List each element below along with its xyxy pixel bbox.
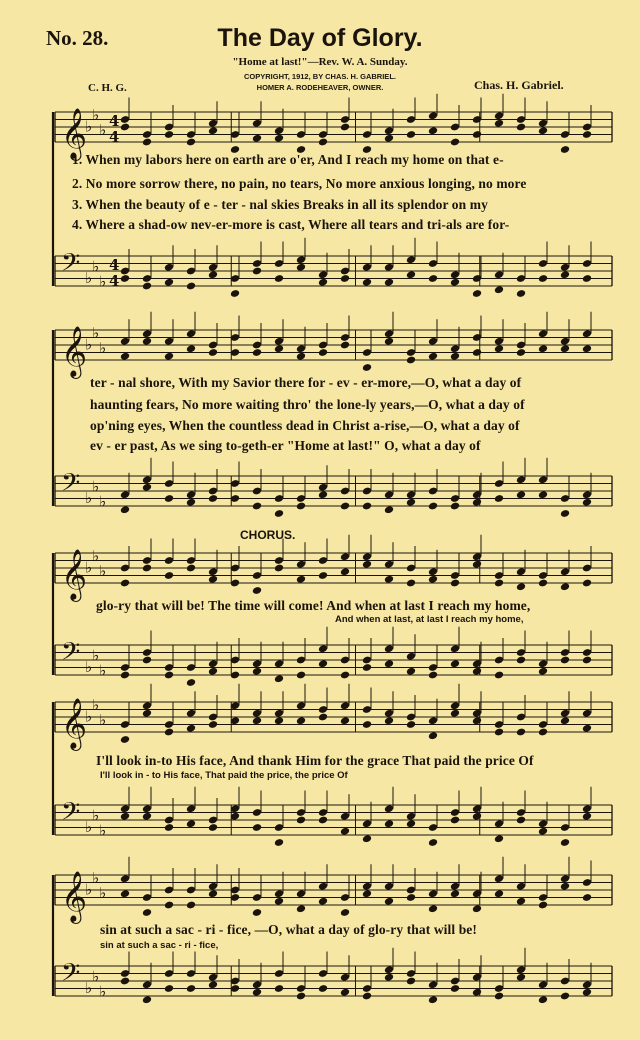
treble-2-note (450, 352, 460, 361)
bass-4-note (450, 816, 460, 825)
treble-1-note (340, 123, 350, 132)
treble-3-note (252, 586, 262, 595)
bass-4-note (252, 823, 262, 832)
treble-3-note (362, 560, 372, 569)
bass-5-note (450, 984, 460, 993)
bass-1-note (296, 263, 306, 272)
bass-4-note (406, 819, 416, 828)
bass-4-note (274, 838, 284, 847)
chorus-line-1: glo-ry that will be! The time will come! And when at last I reach my home, (96, 598, 531, 613)
treble-1-note (120, 123, 130, 132)
copyright-line-1: COPYRIGHT, 1912, BY CHAS. H. GABRIEL. (244, 72, 396, 81)
bass-1-note (318, 278, 328, 287)
treble-4-note (450, 709, 460, 718)
treble-1-note (164, 130, 174, 139)
treble-2-note (384, 337, 394, 346)
bass-5-note (164, 984, 174, 993)
bass-3-note (362, 663, 372, 672)
chorus-line-3-bass: sin at such a sac - ri - fice, (100, 940, 219, 951)
treble-4-note (582, 724, 592, 733)
treble-3-note (208, 575, 218, 584)
treble-clef-icon: 𝄞 (61, 871, 88, 922)
treble-3-note (582, 579, 592, 588)
flat-icon: ♭ (99, 492, 107, 511)
flat-icon: ♭ (85, 268, 93, 287)
time-signature-bottom: 4 (109, 272, 120, 290)
flat-icon: ♭ (85, 657, 93, 676)
treble-5-note (406, 893, 416, 902)
treble-1-note (186, 138, 196, 147)
treble-4-note (538, 728, 548, 737)
bass-5-note (384, 973, 394, 982)
treble-2-note (516, 348, 526, 357)
verse-3-line-1: 3. When the beauty of e - ter - nal skies Breaks in all its splendor on my (72, 197, 488, 212)
treble-5-note (516, 897, 526, 906)
bass-3-note (582, 656, 592, 665)
treble-2-note (582, 344, 592, 353)
flat-icon: ♭ (99, 661, 107, 680)
treble-3-note (340, 567, 350, 576)
treble-2-note (296, 352, 306, 361)
time-signature-top: 4 (109, 256, 120, 274)
bass-1-note (252, 267, 262, 276)
bass-2-note (208, 494, 218, 503)
treble-1-note (406, 130, 416, 139)
bass-3-note (340, 671, 350, 680)
treble-5-note (450, 889, 460, 898)
chorus-line-2: I'll look in-to His face, And thank Him for the grace That paid the price Of (96, 753, 534, 768)
treble-5-note (428, 904, 438, 913)
treble-3-note (472, 560, 482, 569)
chorus-line-2-bass: I'll look in - to His face, That paid the price, the price Of (100, 770, 348, 781)
bass-4-note (582, 812, 592, 821)
flat-icon: ♭ (92, 646, 100, 665)
bass-1-note (186, 282, 196, 291)
bass-1-note (230, 289, 240, 298)
time-signature-bottom: 4 (109, 128, 120, 146)
bass-3-note (186, 678, 196, 687)
treble-3-note (318, 571, 328, 580)
bass-1-note (384, 278, 394, 287)
treble-3-note (428, 575, 438, 584)
flat-icon: ♭ (92, 806, 100, 825)
flat-icon: ♭ (85, 978, 93, 997)
treble-1-note (582, 130, 592, 139)
bass-1-note (450, 278, 460, 287)
bass-clef-icon: 𝄢 (61, 248, 81, 284)
treble-3-note (186, 564, 196, 573)
bass-4-note (186, 819, 196, 828)
treble-2-note (472, 348, 482, 357)
flat-icon: ♭ (92, 696, 100, 714)
bass-1-note (208, 270, 218, 279)
treble-2-note (274, 344, 284, 353)
bass-1-note (494, 285, 504, 294)
time-signature-top: 4 (109, 112, 120, 130)
verse-4-line-1: 4. Where a shad-ow nev-er-more is cast, Where all tears and tri-als are for- (72, 217, 510, 232)
treble-3-note (296, 575, 306, 584)
bass-1-note (472, 289, 482, 298)
bass-2-note (516, 490, 526, 499)
bass-3-note (450, 659, 460, 668)
bass-3-note (208, 667, 218, 676)
bass-4-note (560, 838, 570, 847)
bass-2-note (142, 483, 152, 492)
bass-2-note (186, 498, 196, 507)
bass-5-note (494, 992, 504, 1001)
composer-credit: Chas. H. Gabriel. (474, 78, 564, 92)
flat-icon: ♭ (85, 558, 93, 577)
treble-1-note (318, 138, 328, 147)
treble-4-note (428, 731, 438, 740)
hymn-title: The Day of Glory. (217, 24, 423, 52)
flat-icon: ♭ (99, 121, 107, 139)
treble-1-note (538, 126, 548, 135)
flat-icon: ♭ (92, 477, 100, 496)
bass-2-note (472, 498, 482, 507)
treble-3-note (142, 564, 152, 573)
copyright-line-2: HOMER A. RODEHEAVER, OWNER. (256, 83, 384, 92)
treble-4-note (472, 716, 482, 725)
treble-5-note (274, 897, 284, 906)
bass-3-note (318, 659, 328, 668)
bass-3-note (516, 656, 526, 665)
treble-2-note (318, 348, 328, 357)
verse-2-line-2: haunting fears, No more waiting thro' the lone-ly years,—O, what a day of (90, 397, 525, 412)
treble-3-note (494, 579, 504, 588)
bass-2-note (450, 502, 460, 511)
bass-4-note (494, 834, 504, 843)
treble-4-note (384, 716, 394, 725)
treble-1-note (252, 134, 262, 143)
chorus-line-3: sin at such a sac - ri - fice, —O, what a day of glo-ry that will be! (100, 922, 477, 937)
treble-1-note (274, 134, 284, 143)
treble-3-note (450, 579, 460, 588)
treble-clef-icon: 𝄞 (61, 326, 88, 377)
bass-5-note (208, 980, 218, 989)
treble-clef-icon: 𝄞 (61, 108, 88, 159)
bass-3-note (472, 667, 482, 676)
chorus-line-1-alto: And when at last, at last I reach my home, (335, 614, 524, 625)
treble-4-note (318, 713, 328, 722)
bass-2-note (538, 490, 548, 499)
bass-1-note (582, 274, 592, 283)
bass-4-note (362, 834, 372, 843)
bass-5-note (582, 988, 592, 997)
bass-4-note (164, 823, 174, 832)
bass-4-note (120, 812, 130, 821)
bass-5-note (252, 988, 262, 997)
treble-4-note (252, 716, 262, 725)
bass-5-note (340, 988, 350, 997)
bass-2-note (362, 502, 372, 511)
treble-4-note (516, 728, 526, 737)
treble-2-note (538, 344, 548, 353)
bass-3-note (384, 659, 394, 668)
bass-clef-icon: 𝄢 (61, 958, 81, 994)
flat-icon: ♭ (92, 106, 100, 124)
flat-icon: ♭ (99, 884, 107, 902)
bass-clef-icon: 𝄢 (61, 637, 81, 673)
treble-1-note (450, 138, 460, 147)
bass-5-note (560, 992, 570, 1001)
bass-5-note (296, 992, 306, 1001)
bass-3-note (538, 667, 548, 676)
bass-3-note (274, 674, 284, 683)
treble-5-note (384, 897, 394, 906)
bass-5-note (318, 984, 328, 993)
treble-1-note (428, 126, 438, 135)
flat-icon: ♭ (92, 869, 100, 887)
verse-1-line-1: 1. When my labors here on earth are o'er, And I reach my home on that e- (72, 152, 504, 167)
treble-5-note (120, 889, 130, 898)
treble-2-note (406, 356, 416, 365)
verse-3-line-2: op'ning eyes, When the countless dead in Christ a-rise,—O, what a day of (90, 418, 520, 433)
treble-2-note (186, 344, 196, 353)
treble-5-note (340, 908, 350, 917)
hymn-number: No. 28. (46, 26, 109, 50)
treble-2-note (362, 363, 372, 372)
bass-3-note (296, 671, 306, 680)
lyricist-credit: C. H. G. (88, 82, 127, 94)
bass-3-note (142, 656, 152, 665)
treble-5-note (560, 882, 570, 891)
bass-3-note (164, 671, 174, 680)
flat-icon: ♭ (92, 257, 100, 276)
bass-4-note (208, 823, 218, 832)
treble-5-note (296, 904, 306, 913)
flat-icon: ♭ (85, 488, 93, 507)
bass-1-note (362, 278, 372, 287)
flat-icon: ♭ (85, 817, 93, 836)
treble-1-note (384, 134, 394, 143)
flat-icon: ♭ (85, 117, 93, 136)
bass-4-note (142, 812, 152, 821)
bass-1-note (274, 274, 284, 283)
bass-2-note (384, 505, 394, 514)
treble-4-note (120, 735, 130, 744)
bass-2-note (406, 498, 416, 507)
treble-3-note (164, 571, 174, 580)
treble-2-note (164, 352, 174, 361)
bass-3-note (252, 667, 262, 676)
flat-icon: ♭ (99, 339, 107, 357)
bass-1-note (406, 270, 416, 279)
treble-1-note (472, 130, 482, 139)
treble-3-note (516, 582, 526, 591)
treble-1-note (516, 123, 526, 132)
treble-5-note (252, 908, 262, 917)
treble-4-note (296, 716, 306, 725)
bass-4-note (538, 827, 548, 836)
bass-1-note (516, 289, 526, 298)
bass-2-note (318, 490, 328, 499)
bass-2-note (164, 494, 174, 503)
bass-4-note (516, 816, 526, 825)
flat-icon: ♭ (99, 272, 107, 291)
bass-5-note (362, 992, 372, 1001)
treble-4-note (274, 716, 284, 725)
bass-2-note (120, 505, 130, 514)
treble-4-note (340, 716, 350, 725)
flat-icon: ♭ (85, 707, 93, 726)
treble-4-note (208, 720, 218, 729)
treble-4-note (142, 709, 152, 718)
bass-5-note (516, 973, 526, 982)
bass-5-note (186, 984, 196, 993)
bass-5-note (120, 977, 130, 986)
treble-4-note (186, 724, 196, 733)
treble-2-note (120, 352, 130, 361)
flat-icon: ♭ (85, 880, 93, 899)
treble-4-note (164, 728, 174, 737)
bass-2-note (560, 509, 570, 518)
flat-icon: ♭ (85, 335, 93, 354)
treble-5-note (318, 897, 328, 906)
verse-1-line-2: ter - nal shore, With my Savior there for - ev - er-more,—O, what a day of (90, 375, 522, 390)
bass-1-note (164, 278, 174, 287)
treble-5-note (472, 904, 482, 913)
bass-2-note (296, 502, 306, 511)
bass-1-note (120, 274, 130, 283)
bass-3-note (494, 671, 504, 680)
treble-3-note (120, 579, 130, 588)
treble-2-note (208, 348, 218, 357)
treble-2-note (252, 348, 262, 357)
bass-clef-icon: 𝄢 (61, 468, 81, 504)
treble-4-note (494, 728, 504, 737)
treble-1-note (494, 119, 504, 128)
verse-2-line-1: 2. No more sorrow there, no pain, no tears, No more anxious longing, no more (72, 176, 527, 191)
treble-5-note (208, 889, 218, 898)
treble-clef-icon: 𝄞 (61, 549, 88, 600)
treble-1-note (208, 126, 218, 135)
bass-5-note (274, 984, 284, 993)
treble-4-note (406, 720, 416, 729)
treble-2-note (494, 344, 504, 353)
bass-3-note (428, 671, 438, 680)
bass-3-note (406, 667, 416, 676)
bass-1-note (142, 282, 152, 291)
bass-2-note (428, 502, 438, 511)
chorus-label: CHORUS. (240, 528, 296, 542)
treble-5-note (538, 901, 548, 910)
bass-4-note (318, 816, 328, 825)
flat-icon: ♭ (99, 821, 107, 840)
bass-3-note (120, 671, 130, 680)
bass-1-note (428, 274, 438, 283)
bass-clef-icon: 𝄢 (61, 797, 81, 833)
bass-3-note (560, 656, 570, 665)
treble-4-note (560, 716, 570, 725)
treble-clef-icon: 𝄞 (61, 698, 88, 749)
treble-5-note (164, 901, 174, 910)
treble-2-note (560, 344, 570, 353)
bass-5-note (142, 995, 152, 1004)
treble-3-note (384, 575, 394, 584)
bass-5-note (538, 995, 548, 1004)
treble-1-note (142, 138, 152, 147)
treble-5-note (186, 901, 196, 910)
bass-4-note (340, 827, 350, 836)
bass-4-note (428, 838, 438, 847)
treble-5-note (494, 889, 504, 898)
bass-2-note (274, 509, 284, 518)
treble-3-note (406, 579, 416, 588)
verse-4-line-2: ev - er past, As we sing to-geth-er "Home at last!" O, what a day of (90, 438, 481, 453)
hymn-subtitle: "Home at last!"—Rev. W. A. Sunday. (232, 56, 408, 68)
bass-4-note (296, 816, 306, 825)
bass-2-note (340, 502, 350, 511)
flat-icon: ♭ (99, 982, 107, 1001)
flat-icon: ♭ (99, 711, 107, 729)
bass-5-note (428, 995, 438, 1004)
bass-2-note (582, 498, 592, 507)
flat-icon: ♭ (92, 967, 100, 986)
flat-icon: ♭ (92, 324, 100, 342)
flat-icon: ♭ (92, 547, 100, 565)
treble-5-note (362, 889, 372, 898)
bass-4-note (472, 812, 482, 821)
bass-2-note (252, 502, 262, 511)
bass-1-note (538, 274, 548, 283)
treble-4-note (362, 720, 372, 729)
treble-2-note (428, 352, 438, 361)
treble-1-note (560, 145, 570, 154)
treble-3-note (274, 564, 284, 573)
treble-5-note (142, 908, 152, 917)
bass-5-note (406, 977, 416, 986)
treble-3-note (538, 579, 548, 588)
bass-5-note (472, 988, 482, 997)
bass-1-note (340, 274, 350, 283)
treble-5-note (582, 893, 592, 902)
bass-1-note (560, 270, 570, 279)
treble-2-note (340, 341, 350, 350)
treble-2-note (142, 337, 152, 346)
flat-icon: ♭ (99, 562, 107, 580)
treble-3-note (560, 582, 570, 591)
bass-4-note (384, 819, 394, 828)
bass-2-note (494, 494, 504, 503)
